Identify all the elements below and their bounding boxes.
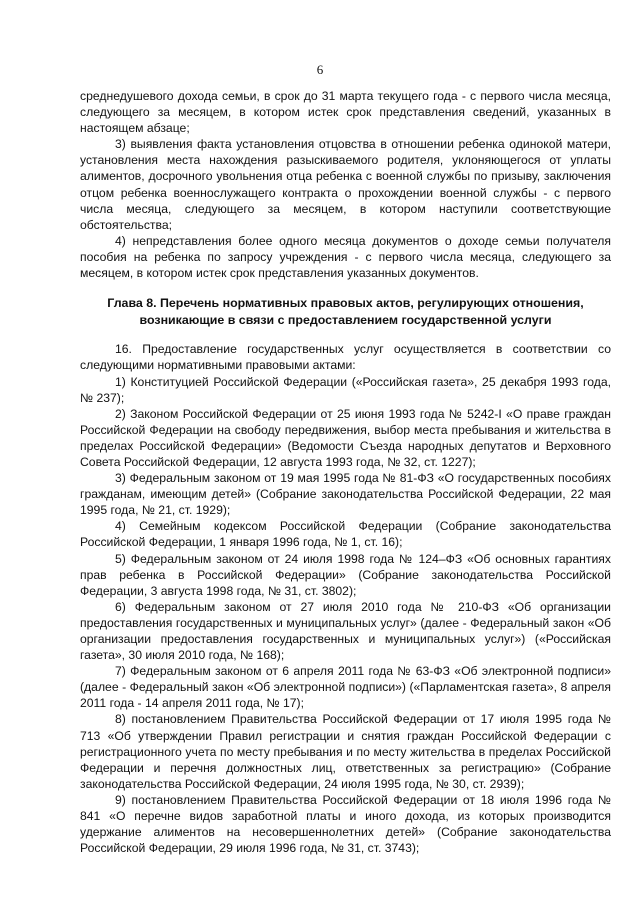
list-item-3: 3) выявления факта установления отцовства в отношении ребенка одинокой матери, установления места нахождения разыскиваемого родителя, уклоняющегося от уплаты алиментов, досрочного увольнения отца ребенка с военной службы по призыву, заключения отцом ребенка военнослужащего контракта о прохождении военной службы - с первого числа месяца, следующего за месяцем, в котором наступили соответствующие обстоятельства; [80,137,611,232]
paragraph-continuation: среднедушевого дохода семьи, в срок до 31 марта текущего года - с первого числа месяца, следующего за месяцем, в котором истек срок представления сведений, указанных в настоящем абзаце; [80,89,611,136]
legal-act-item-9: 9) постановлением Правительства Российской Федерации от 18 июля 1996 года № 841 «О перечне видов заработной платы и иного дохода, из которых производится удержание алиментов на несовершеннолетних детей» (Собрание законодательства Российской Федерации, 29 июля 1996 года, № 31, ст. 3743); [80,792,611,856]
legal-act-item-5: 5) Федеральным законом от 24 июля 1998 года № 124–ФЗ «Об основных гарантиях прав ребенка в Российской Федерации» (Собрание законодательства Российской Федерации, 3 августа 1998 года, № 31, ст. 3802); [80,551,611,598]
chapter-heading: Глава 8. Перечень нормативных правовых актов, регулирующих отношения, возникающие в связи с предоставлением государственной услуги [107,296,584,327]
legal-act-item-1: 1) Конституцией Российской Федерации («Российская газета», 25 декабря 1993 года, № 237); [80,374,611,405]
legal-act-item-4: 4) Семейным кодексом Российской Федерации (Собрание законодательства Российской Федерации, 1 января 1996 года, № 1, ст. 16); [80,519,611,550]
legal-act-item-6: 6) Федеральным законом от 27 июля 2010 года № 210-ФЗ «Об организации предоставления государственных и муниципальных услуг» (далее - Федеральный закон «Об организации предоставления государственных и муниципальных услуг») («Российская газета», 30 июля 2010 года, № 168); [80,599,611,663]
legal-act-item-8: 8) постановлением Правительства Российской Федерации от 17 июля 1995 года № 713 «Об утверждении Правил регистрации и снятия граждан Российской Федерации с регистрационного учета по месту пребывания и по месту жительства в пределах Российской Федерации и перечня должностных лиц, ответственных за регистрацию» (Собрание законодательства Российской Федерации, 24 июля 1995 года, № 30, ст. 2939); [80,712,611,791]
legal-act-item-3: 3) Федеральным законом от 19 мая 1995 года № 81-ФЗ «О государственных пособиях гражданам, имеющим детей» (Собрание законодательства Российской Федерации, 22 мая 1995 года, № 21, ст. 1929); [80,471,611,518]
list-item-4: 4) непредставления более одного месяца документов о доходе семьи получателя пособия на ребенка по запросу учреждения - с первого числа месяца, следующего за месяцем, в котором истек срок представления указанных документов. [80,233,611,281]
legal-act-item-7: 7) Федеральным законом от 6 апреля 2011 года № 63-ФЗ «Об электронной подписи» (далее - Федеральный закон «Об электронной подписи») («Парламентская газета», 8 апреля 2011 года - 14 апреля 2011 года, № 17); [80,664,611,711]
page-number: 6 [316,62,324,77]
document-body [80,88,611,856]
legal-act-item-2: 2) Законом Российской Федерации от 25 июня 1993 года № 5242-I «О праве граждан Российской Федерации на свободу передвижения, выбор места пребывания и жительства в пределах Российской Федерации» (Ведомости Съезда народных депутатов и Верховного Совета Российской Федерации, 12 августа 1993 года, № 32, ст. 1227); [80,406,611,469]
paragraph-16-intro: 16. Предоставление государственных услуг осуществляется в соответствии со следующими нормативными правовыми актами: [80,342,611,373]
